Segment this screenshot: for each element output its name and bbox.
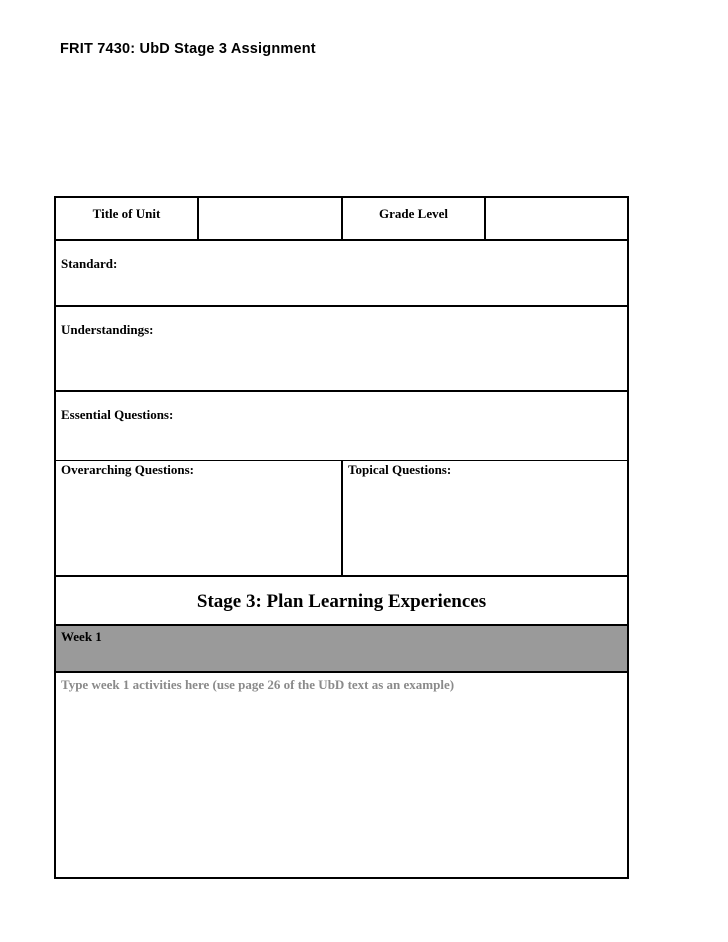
- essential-questions-label: Essential Questions:: [61, 407, 174, 422]
- understandings-label: Understandings:: [61, 322, 154, 337]
- overarching-questions-label: Overarching Questions:: [61, 462, 195, 477]
- grade-level-label-cell: [343, 198, 486, 239]
- grade-level-field[interactable]: [486, 198, 627, 239]
- unit-info-row: [56, 198, 627, 241]
- topical-questions-cell[interactable]: [343, 461, 627, 575]
- title-of-unit-field[interactable]: [199, 198, 343, 239]
- essential-questions-row[interactable]: [56, 392, 627, 461]
- topical-questions-label: Topical Questions:: [348, 462, 452, 477]
- stage-title-row: [56, 577, 627, 626]
- document-title: FRIT 7430: UbD Stage 3 Assignment: [60, 41, 316, 57]
- week-1-activities-placeholder: Type week 1 activities here (use page 26 of the UbD text as an example): [61, 677, 455, 692]
- week-1-header-row: [56, 626, 627, 673]
- questions-split-row: [56, 461, 627, 577]
- title-of-unit-label-cell: [56, 198, 199, 239]
- stage-title: Stage 3: Plan Learning Experiences: [196, 591, 487, 612]
- standard-row[interactable]: [56, 241, 627, 307]
- grade-level-label: Grade Level: [379, 206, 448, 221]
- understandings-row[interactable]: [56, 307, 627, 392]
- standard-label: Standard:: [61, 256, 118, 271]
- week-1-label: Week 1: [61, 629, 102, 644]
- overarching-questions-cell[interactable]: [56, 461, 343, 575]
- week-1-activities-area[interactable]: [56, 673, 627, 877]
- title-of-unit-label: Title of Unit: [92, 206, 161, 221]
- ubd-stage3-form: [54, 196, 629, 879]
